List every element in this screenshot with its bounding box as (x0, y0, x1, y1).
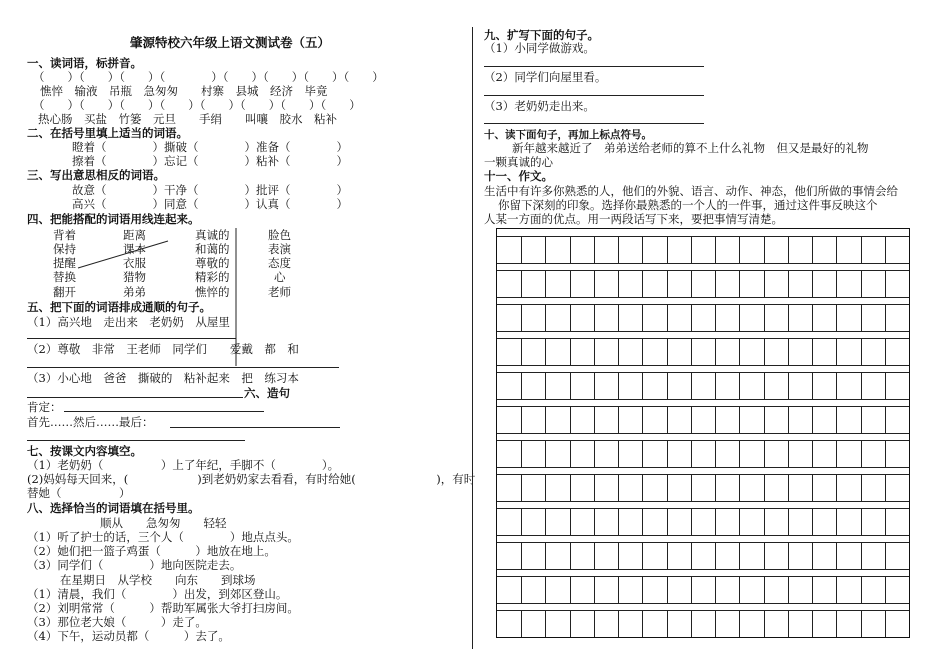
grid-cell-divider (764, 338, 765, 365)
pinyin-blanks-row-2[interactable]: （ ）（ ）（ ）（ ）（ ）（ ）（ ）（ ） (33, 98, 361, 112)
grid-cell-divider (667, 508, 668, 535)
grid-cell-divider (642, 440, 643, 467)
word-choices-2: 在星期日 从学校 向东 到球场 (60, 573, 256, 587)
match-col2-item: 猎物 (123, 270, 146, 284)
grid-cell-divider (570, 508, 571, 535)
grid-cell-divider (691, 542, 692, 569)
grid-cell-divider (861, 610, 862, 637)
essay-prompt-line-3: 人某一方面的优点。用一两段话写下来，要把事情写清楚。 (484, 212, 783, 226)
grid-cell-divider (885, 508, 886, 535)
match-col2-item: 衣服 (123, 256, 146, 270)
grid-cell-divider (667, 474, 668, 501)
grid-cell-divider (594, 270, 595, 297)
grid-cell-divider (764, 270, 765, 297)
grid-cell-divider (812, 508, 813, 535)
choice-q7[interactable]: （4）下午，运动员都（ ）去了。 (27, 629, 230, 643)
grid-cell-divider (812, 406, 813, 433)
section-3-heading: 三、写出意思相反的词语。 (27, 168, 165, 182)
grid-cell-divider (618, 610, 619, 637)
match-col2-item: 弟弟 (123, 285, 146, 299)
grid-row-line (497, 535, 909, 536)
grid-cell-divider (618, 508, 619, 535)
answer-line[interactable] (484, 66, 704, 67)
grid-cell-divider (594, 542, 595, 569)
fill-q2[interactable]: (2)妈妈每天回来，( )到老奶奶家去看看，有时给她( )，有时 (27, 472, 476, 486)
grid-cell-divider (642, 474, 643, 501)
grid-row-line (497, 569, 909, 570)
grid-cell-divider (861, 576, 862, 603)
grid-cell-divider (715, 270, 716, 297)
grid-cell-divider (618, 406, 619, 433)
grid-cell-divider (521, 372, 522, 399)
reorder-q3: （3）小心地 爸爸 撕破的 粘补起来 把 练习本 (27, 371, 299, 385)
grid-row-line (497, 440, 909, 441)
grid-cell-divider (691, 474, 692, 501)
grid-cell-divider (861, 542, 862, 569)
grid-cell-divider (812, 610, 813, 637)
grid-cell-divider (594, 440, 595, 467)
grid-cell-divider (715, 236, 716, 263)
grid-cell-divider (812, 270, 813, 297)
sentence-q1-label: 肯定： (27, 400, 62, 414)
grid-cell-divider (642, 576, 643, 603)
grid-row-line (497, 304, 909, 305)
grid-cell-divider (570, 372, 571, 399)
answer-line[interactable] (27, 338, 236, 339)
choice-q3[interactable]: （3）同学们（ ）地向医院走去。 (27, 558, 242, 572)
grid-cell-divider (545, 270, 546, 297)
grid-cell-divider (691, 236, 692, 263)
grid-cell-divider (521, 610, 522, 637)
essay-prompt-line-2: 你留下深刻的印象。选择你最熟悉的一个人的一件事，通过这件事反映这个 (498, 198, 878, 212)
grid-cell-divider (715, 372, 716, 399)
grid-cell-divider (618, 304, 619, 331)
grid-cell-divider (691, 440, 692, 467)
grid-cell-divider (812, 236, 813, 263)
grid-cell-divider (836, 474, 837, 501)
grid-cell-divider (521, 406, 522, 433)
match-col1-item: 保持 (53, 242, 76, 256)
punctuation-line-2: 一颗真诚的心 (484, 155, 553, 169)
grid-cell-divider (715, 440, 716, 467)
answer-line[interactable] (484, 95, 704, 96)
grid-cell-divider (764, 474, 765, 501)
grid-cell-divider (691, 338, 692, 365)
grid-row-line (497, 508, 909, 509)
grid-cell-divider (764, 440, 765, 467)
grid-cell-divider (836, 338, 837, 365)
grid-cell-divider (570, 270, 571, 297)
grid-cell-divider (691, 576, 692, 603)
grid-cell-divider (739, 542, 740, 569)
grid-row-line (497, 270, 909, 271)
grid-cell-divider (521, 576, 522, 603)
grid-cell-divider (594, 610, 595, 637)
grid-cell-divider (812, 542, 813, 569)
grid-row-line (497, 338, 909, 339)
grid-cell-divider (691, 270, 692, 297)
grid-cell-divider (545, 508, 546, 535)
grid-cell-divider (545, 304, 546, 331)
section-9-heading: 九、扩写下面的句子。 (484, 28, 599, 42)
grid-cell-divider (764, 406, 765, 433)
grid-cell-divider (570, 576, 571, 603)
choice-q2[interactable]: （2）她们把一篮子鸡蛋（ ）地放在地上。 (27, 544, 276, 558)
grid-cell-divider (667, 338, 668, 365)
grid-cell-divider (788, 576, 789, 603)
grid-cell-divider (836, 610, 837, 637)
grid-cell-divider (836, 542, 837, 569)
grid-cell-divider (764, 372, 765, 399)
grid-cell-divider (521, 542, 522, 569)
match-connector-line (78, 241, 168, 268)
expand-q2: （2）同学们向屋里看。 (484, 70, 607, 84)
grid-cell-divider (642, 304, 643, 331)
grid-cell-divider (788, 542, 789, 569)
grid-cell-divider (715, 304, 716, 331)
grid-cell-divider (521, 338, 522, 365)
grid-row-line (497, 263, 909, 264)
grid-cell-divider (885, 338, 886, 365)
grid-cell-divider (618, 474, 619, 501)
grid-cell-divider (545, 610, 546, 637)
antonym-row-1[interactable]: 故意（ ）干净（ ）批评（ ） (72, 183, 348, 197)
grid-cell-divider (642, 338, 643, 365)
match-col3-item: 精彩的 (195, 270, 230, 284)
grid-cell-divider (594, 236, 595, 263)
grid-cell-divider (545, 372, 546, 399)
grid-cell-divider (885, 304, 886, 331)
grid-cell-divider (570, 304, 571, 331)
grid-cell-divider (691, 372, 692, 399)
answer-line[interactable] (27, 367, 339, 368)
grid-cell-divider (618, 236, 619, 263)
grid-row-line (497, 474, 909, 475)
grid-row-line (497, 365, 909, 366)
grid-cell-divider (836, 270, 837, 297)
grid-cell-divider (545, 474, 546, 501)
fill-q1[interactable]: （1）老奶奶（ ）上了年纪，手脚不（ ）。 (27, 458, 340, 472)
grid-row-line (497, 372, 909, 373)
section-1-heading: 一、读词语，标拼音。 (27, 56, 142, 70)
answer-line[interactable] (64, 411, 264, 412)
grid-cell-divider (667, 542, 668, 569)
grid-cell-divider (812, 338, 813, 365)
grid-cell-divider (885, 610, 886, 637)
grid-cell-divider (521, 474, 522, 501)
grid-cell-divider (885, 236, 886, 263)
grid-cell-divider (570, 338, 571, 365)
match-col4-item: 老师 (268, 285, 291, 299)
grid-cell-divider (618, 542, 619, 569)
grid-cell-divider (667, 304, 668, 331)
grid-cell-divider (618, 372, 619, 399)
grid-row-line (497, 467, 909, 468)
grid-cell-divider (861, 270, 862, 297)
grid-cell-divider (691, 508, 692, 535)
grid-cell-divider (570, 474, 571, 501)
sentence-q2-label: 首先……然后……最后： (27, 415, 154, 429)
grid-cell-divider (570, 236, 571, 263)
grid-cell-divider (691, 304, 692, 331)
grid-row-line (497, 610, 909, 611)
grid-cell-divider (788, 406, 789, 433)
grid-cell-divider (642, 372, 643, 399)
words-row-2: 热心肠 买盐 竹篓 元旦 手绢 叫嚷 胶水 粘补 (38, 112, 337, 126)
grid-cell-divider (739, 576, 740, 603)
page-title: 肇源特校六年级上语文测试卷（五） (130, 35, 331, 50)
grid-cell-divider (594, 508, 595, 535)
antonym-row-2[interactable]: 高兴（ ）同意（ ）认真（ ） (72, 197, 348, 211)
section-7-heading: 七、按课文内容填空。 (27, 444, 142, 458)
fill-row-2[interactable]: 擦着（ ）忘记（ ）粘补（ ） (72, 154, 348, 168)
grid-cell-divider (836, 372, 837, 399)
grid-cell-divider (788, 236, 789, 263)
grid-cell-divider (885, 576, 886, 603)
answer-line[interactable] (484, 123, 704, 124)
word-choices-1: 顺从 急匆匆 轻轻 (100, 516, 227, 530)
grid-cell-divider (545, 440, 546, 467)
grid-cell-divider (836, 440, 837, 467)
grid-cell-divider (788, 508, 789, 535)
grid-cell-divider (521, 508, 522, 535)
grid-cell-divider (861, 372, 862, 399)
grid-cell-divider (812, 576, 813, 603)
pinyin-blanks-row-1[interactable]: （ ）（ ）（ ）（ ）（ ）（ ）（ ）（ ） (33, 70, 384, 84)
grid-cell-divider (885, 270, 886, 297)
grid-cell-divider (861, 406, 862, 433)
grid-cell-divider (667, 270, 668, 297)
grid-cell-divider (594, 576, 595, 603)
grid-cell-divider (594, 474, 595, 501)
grid-row-line (497, 236, 909, 237)
grid-cell-divider (788, 474, 789, 501)
grid-cell-divider (739, 440, 740, 467)
grid-cell-divider (521, 440, 522, 467)
grid-cell-divider (812, 372, 813, 399)
grid-cell-divider (667, 372, 668, 399)
grid-cell-divider (836, 236, 837, 263)
grid-cell-divider (812, 304, 813, 331)
grid-cell-divider (861, 236, 862, 263)
match-col4-item: 脸色 (268, 228, 291, 242)
match-col1-item: 背着 (53, 228, 76, 242)
grid-cell-divider (570, 440, 571, 467)
match-col3-item: 真诚的 (195, 228, 230, 242)
choice-q1[interactable]: （1）听了护士的话，三个人（ ）地点点头。 (27, 530, 299, 544)
match-col3-item: 憔悴的 (195, 285, 230, 299)
section-5-heading: 五、把下面的词语排成通顺的句子。 (27, 300, 211, 314)
grid-cell-divider (521, 270, 522, 297)
grid-cell-divider (788, 304, 789, 331)
grid-cell-divider (691, 610, 692, 637)
grid-cell-divider (739, 406, 740, 433)
grid-cell-divider (594, 406, 595, 433)
grid-cell-divider (739, 372, 740, 399)
grid-cell-divider (715, 610, 716, 637)
grid-cell-divider (545, 338, 546, 365)
fill-q2-cont[interactable]: 替她（ ） (27, 486, 131, 500)
grid-cell-divider (739, 304, 740, 331)
grid-cell-divider (594, 304, 595, 331)
grid-cell-divider (739, 236, 740, 263)
grid-cell-divider (861, 440, 862, 467)
grid-cell-divider (861, 304, 862, 331)
grid-cell-divider (545, 576, 546, 603)
grid-cell-divider (691, 406, 692, 433)
essay-writing-grid[interactable] (496, 228, 910, 638)
grid-cell-divider (739, 610, 740, 637)
match-col2-item: 课本 (123, 242, 146, 256)
grid-cell-divider (642, 236, 643, 263)
grid-cell-divider (642, 270, 643, 297)
grid-row-line (497, 542, 909, 543)
grid-cell-divider (642, 406, 643, 433)
grid-cell-divider (618, 338, 619, 365)
grid-cell-divider (764, 610, 765, 637)
grid-cell-divider (667, 406, 668, 433)
grid-cell-divider (861, 474, 862, 501)
grid-cell-divider (788, 372, 789, 399)
fill-row-1[interactable]: 瞪着（ ）撕破（ ）准备（ ） (72, 140, 348, 154)
grid-cell-divider (885, 406, 886, 433)
grid-cell-divider (667, 236, 668, 263)
section-8-heading: 八、选择恰当的词语填在括号里。 (27, 501, 200, 515)
grid-cell-divider (836, 576, 837, 603)
grid-cell-divider (667, 610, 668, 637)
grid-cell-divider (715, 576, 716, 603)
grid-row-line (497, 576, 909, 577)
grid-cell-divider (788, 610, 789, 637)
answer-line[interactable] (27, 397, 243, 398)
grid-row-line (497, 331, 909, 332)
match-col3-item: 和蔼的 (195, 242, 230, 256)
grid-cell-divider (764, 508, 765, 535)
answer-line[interactable] (170, 427, 340, 428)
grid-row-line (497, 433, 909, 434)
section-2-heading: 二、在括号里填上适当的词语。 (27, 126, 188, 140)
grid-cell-divider (739, 474, 740, 501)
grid-row-line (497, 399, 909, 400)
grid-cell-divider (764, 236, 765, 263)
essay-prompt-line-1: 生活中有许多你熟悉的人，他们的外貌、语言、动作、神态，他们所做的事情会给 (484, 184, 898, 198)
match-col1-item: 替换 (53, 270, 76, 284)
section-4-heading: 四、把能搭配的词语用线连起来。 (27, 212, 200, 226)
grid-cell-divider (618, 440, 619, 467)
match-col2-item: 距离 (123, 228, 146, 242)
grid-cell-divider (764, 542, 765, 569)
grid-cell-divider (545, 406, 546, 433)
grid-cell-divider (642, 542, 643, 569)
column-divider (472, 27, 473, 649)
choice-q5[interactable]: （2）刘明常常（ ）帮助军属张大爷打扫房间。 (27, 601, 299, 615)
match-col1-item: 翻开 (53, 285, 76, 299)
grid-cell-divider (642, 508, 643, 535)
grid-row-line (497, 501, 909, 502)
grid-cell-divider (715, 508, 716, 535)
grid-cell-divider (715, 406, 716, 433)
match-col4-item: 心 (274, 270, 286, 284)
grid-cell-divider (788, 440, 789, 467)
grid-cell-divider (812, 440, 813, 467)
grid-cell-divider (788, 270, 789, 297)
grid-row-line (497, 406, 909, 407)
choice-q6[interactable]: （3）那位老大娘（ ）走了。 (27, 615, 207, 629)
grid-cell-divider (667, 576, 668, 603)
grid-cell-divider (594, 338, 595, 365)
choice-q4[interactable]: （1）清晨，我们（ ）出发，到郊区登山。 (27, 587, 288, 601)
grid-row-line (497, 603, 909, 604)
grid-cell-divider (642, 610, 643, 637)
grid-cell-divider (521, 304, 522, 331)
section-11-heading: 十一、作文。 (484, 169, 553, 183)
answer-line[interactable] (27, 440, 245, 441)
section-10-heading: 十、读下面句子，再加上标点符号。 (484, 129, 652, 141)
grid-cell-divider (715, 474, 716, 501)
grid-cell-divider (715, 338, 716, 365)
grid-cell-divider (739, 508, 740, 535)
match-col1-item: 提醒 (53, 256, 76, 270)
grid-cell-divider (885, 372, 886, 399)
section-6-heading: 六、造句 (244, 386, 290, 400)
grid-cell-divider (570, 406, 571, 433)
grid-cell-divider (885, 542, 886, 569)
expand-q3: （3）老奶奶走出来。 (484, 99, 595, 113)
match-col4-item: 态度 (268, 256, 291, 270)
grid-cell-divider (836, 508, 837, 535)
grid-cell-divider (739, 338, 740, 365)
grid-cell-divider (861, 508, 862, 535)
words-row-1: 憔悴 输液 吊瓶 急匆匆 村寨 县城 经济 毕竟 (40, 84, 328, 98)
grid-cell-divider (715, 542, 716, 569)
grid-cell-divider (885, 440, 886, 467)
grid-cell-divider (861, 338, 862, 365)
grid-cell-divider (618, 576, 619, 603)
match-col3-item: 尊敬的 (195, 256, 230, 270)
grid-cell-divider (521, 236, 522, 263)
grid-cell-divider (594, 372, 595, 399)
grid-cell-divider (764, 304, 765, 331)
grid-cell-divider (764, 576, 765, 603)
grid-cell-divider (812, 474, 813, 501)
grid-cell-divider (885, 474, 886, 501)
grid-cell-divider (836, 406, 837, 433)
grid-cell-divider (667, 440, 668, 467)
grid-cell-divider (570, 542, 571, 569)
grid-row-line (497, 297, 909, 298)
grid-cell-divider (545, 542, 546, 569)
grid-cell-divider (618, 270, 619, 297)
expand-q1: （1）小同学做游戏。 (484, 41, 595, 55)
reorder-q2: （2）尊敬 非常 王老师 同学们 爱戴 都 和 (27, 342, 299, 356)
grid-cell-divider (545, 236, 546, 263)
grid-cell-divider (836, 304, 837, 331)
punctuation-line-1: 新年越来越近了 弟弟送给老师的算不上什么礼物 但又是最好的礼物 (512, 141, 869, 155)
grid-cell-divider (788, 338, 789, 365)
grid-cell-divider (739, 270, 740, 297)
grid-cell-divider (570, 610, 571, 637)
reorder-q1: （1）高兴地 走出来 老奶奶 从屋里 (27, 315, 230, 329)
match-col4-item: 表演 (268, 242, 291, 256)
